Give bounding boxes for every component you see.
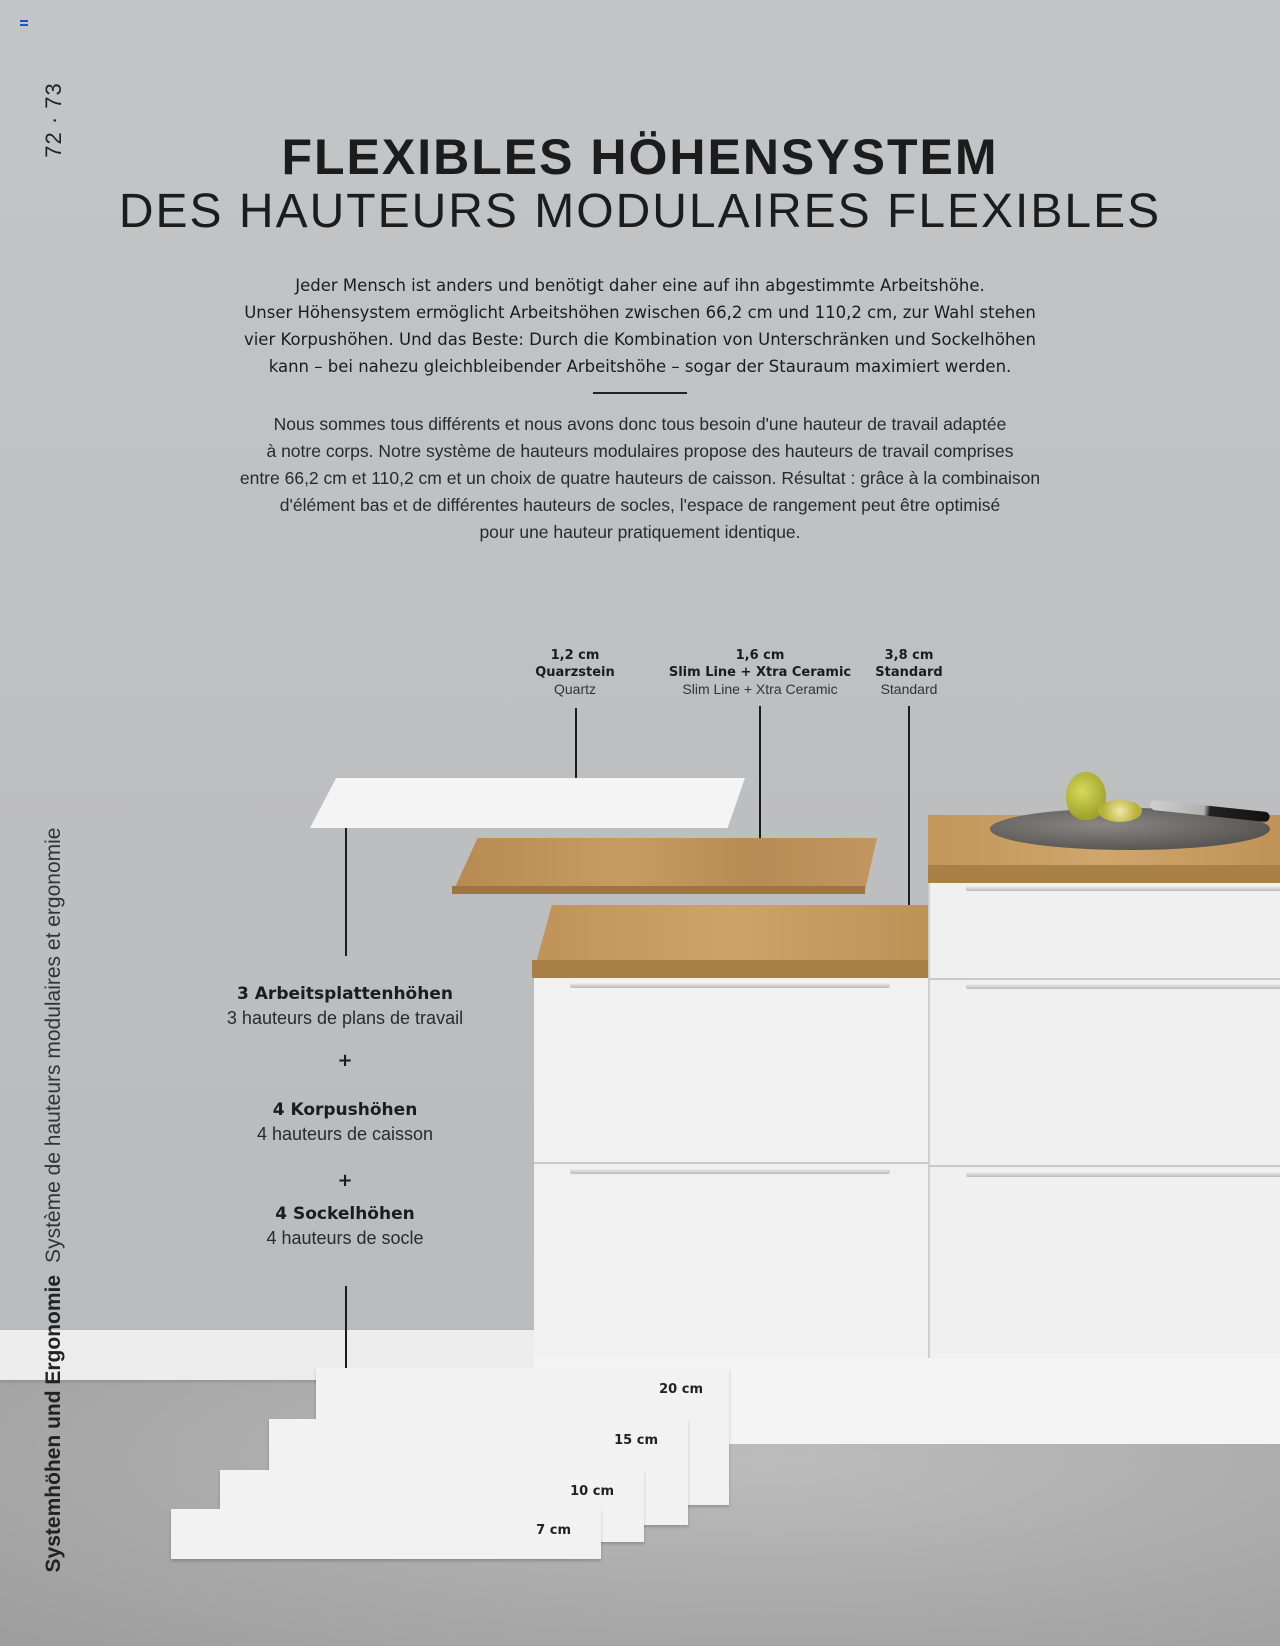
thickness-name-fr: Standard xyxy=(880,681,938,697)
combo-carcass-fr: 4 hauteurs de caisson xyxy=(256,1124,434,1144)
worktop-slimline-edge xyxy=(452,886,865,894)
thickness-label-slimline xyxy=(669,647,851,698)
intro-text-de xyxy=(200,272,1080,380)
intro-fr-line: entre 66,2 cm et 110,2 cm et un choix de quatre hauteurs de caisson. Résultat : grâce à la combinaison xyxy=(239,468,1041,488)
thickness-name-de: Slim Line + Xtra Ceramic xyxy=(668,665,852,680)
drawer-handle xyxy=(966,1171,1280,1177)
plinth-height-label: 10 cm xyxy=(570,1484,614,1499)
plus-sign: + xyxy=(337,1050,353,1071)
section-side-label xyxy=(42,828,66,1573)
combo-worktops-de: 3 Arbeitsplattenhöhen xyxy=(237,984,453,1004)
intro-fr-line: à notre corps. Notre système de hauteurs modulaires propose des hauteurs de travail comprises xyxy=(266,441,1014,461)
thickness-size: 1,2 cm xyxy=(550,648,600,663)
combo-carcass-de: 4 Korpushöhen xyxy=(272,1100,418,1120)
intro-text-fr xyxy=(200,411,1080,546)
combo-plinth-fr: 4 hauteurs de socle xyxy=(266,1228,424,1248)
combo-worktops-fr: 3 hauteurs de plans de travail xyxy=(226,1008,464,1028)
pointer-line-plinths xyxy=(345,1286,347,1372)
combo-carcass xyxy=(195,1098,495,1146)
drawer-handle xyxy=(570,982,890,988)
drawer-gap xyxy=(930,978,1280,980)
base-cabinet-right xyxy=(928,883,1280,1358)
intro-de-line: kann – bei nahezu gleichbleibender Arbeitshöhe – sogar der Stauraum maximiert werden. xyxy=(268,357,1012,376)
thickness-label-standard xyxy=(875,647,942,698)
pointer-line-standard xyxy=(908,706,910,914)
page-number: 72 · 73 xyxy=(41,82,66,158)
pointer-line-quartz xyxy=(575,708,577,788)
section-label-de: Systemhöhen und Ergonomie xyxy=(42,1274,65,1573)
thickness-label-quartz xyxy=(535,647,615,698)
combo-plinth xyxy=(195,1202,495,1250)
plinth-height-label: 15 cm xyxy=(614,1433,658,1448)
plinth-step-7 xyxy=(171,1509,601,1559)
pointer-line-worktops xyxy=(345,824,347,956)
thickness-name-fr: Quartz xyxy=(553,681,597,697)
plus-sign: + xyxy=(337,1170,353,1191)
pointer-line-slimline xyxy=(759,706,761,848)
thickness-name-de: Standard xyxy=(875,665,943,680)
intro-fr-line: pour une hauteur pratiquement identique. xyxy=(479,522,801,542)
thickness-size: 3,8 cm xyxy=(884,648,934,663)
combo-plinth-de: 4 Sockelhöhen xyxy=(275,1204,415,1224)
thickness-name-fr: Slim Line + Xtra Ceramic xyxy=(682,681,838,697)
page-title-de: FLEXIBLES HÖHENSYSTEM xyxy=(281,129,999,185)
intro-de-line: Jeder Mensch ist anders und benötigt daher eine auf ihn abgestimmte Arbeitshöhe. xyxy=(295,276,985,295)
intro-de-line: Unser Höhensystem ermöglicht Arbeitshöhen zwischen 66,2 cm und 110,2 cm, zur Wahl stehen xyxy=(244,303,1036,322)
drawer-gap xyxy=(930,1165,1280,1167)
section-label-fr: Système de hauteurs modulaires et ergonomie xyxy=(42,827,65,1263)
intro-de-line: vier Korpushöhen. Und das Beste: Durch die Kombination von Unterschränken und Sockelhöhen xyxy=(243,330,1037,349)
menu-icon[interactable] xyxy=(20,20,28,26)
thickness-size: 1,6 cm xyxy=(735,648,785,663)
pear-half-image xyxy=(1098,800,1142,822)
drawer-handle xyxy=(966,885,1280,891)
page-title-fr: DES HAUTEURS MODULAIRES FLEXIBLES xyxy=(118,185,1162,238)
plinth-height-label: 20 cm xyxy=(659,1382,703,1397)
intro-fr-line: d'élément bas et de différentes hauteurs de socles, l'espace de rangement peut être optimisé xyxy=(279,495,1001,515)
plinth-height-label: 7 cm xyxy=(536,1523,571,1538)
combo-worktops xyxy=(195,982,495,1030)
right-cabinet-worktop-edge xyxy=(928,865,1280,883)
worktop-standard-edge xyxy=(532,960,928,978)
divider xyxy=(593,392,687,394)
worktop-quartz-sample xyxy=(310,778,745,828)
base-cabinet-left xyxy=(534,978,928,1358)
drawer-gap xyxy=(534,1162,928,1164)
intro-fr-line: Nous sommes tous différents et nous avons donc tous besoin d'une hauteur de travail adaptée xyxy=(273,414,1007,434)
drawer-handle xyxy=(966,983,1280,989)
thickness-name-de: Quarzstein xyxy=(535,665,615,680)
drawer-handle xyxy=(570,1168,890,1174)
